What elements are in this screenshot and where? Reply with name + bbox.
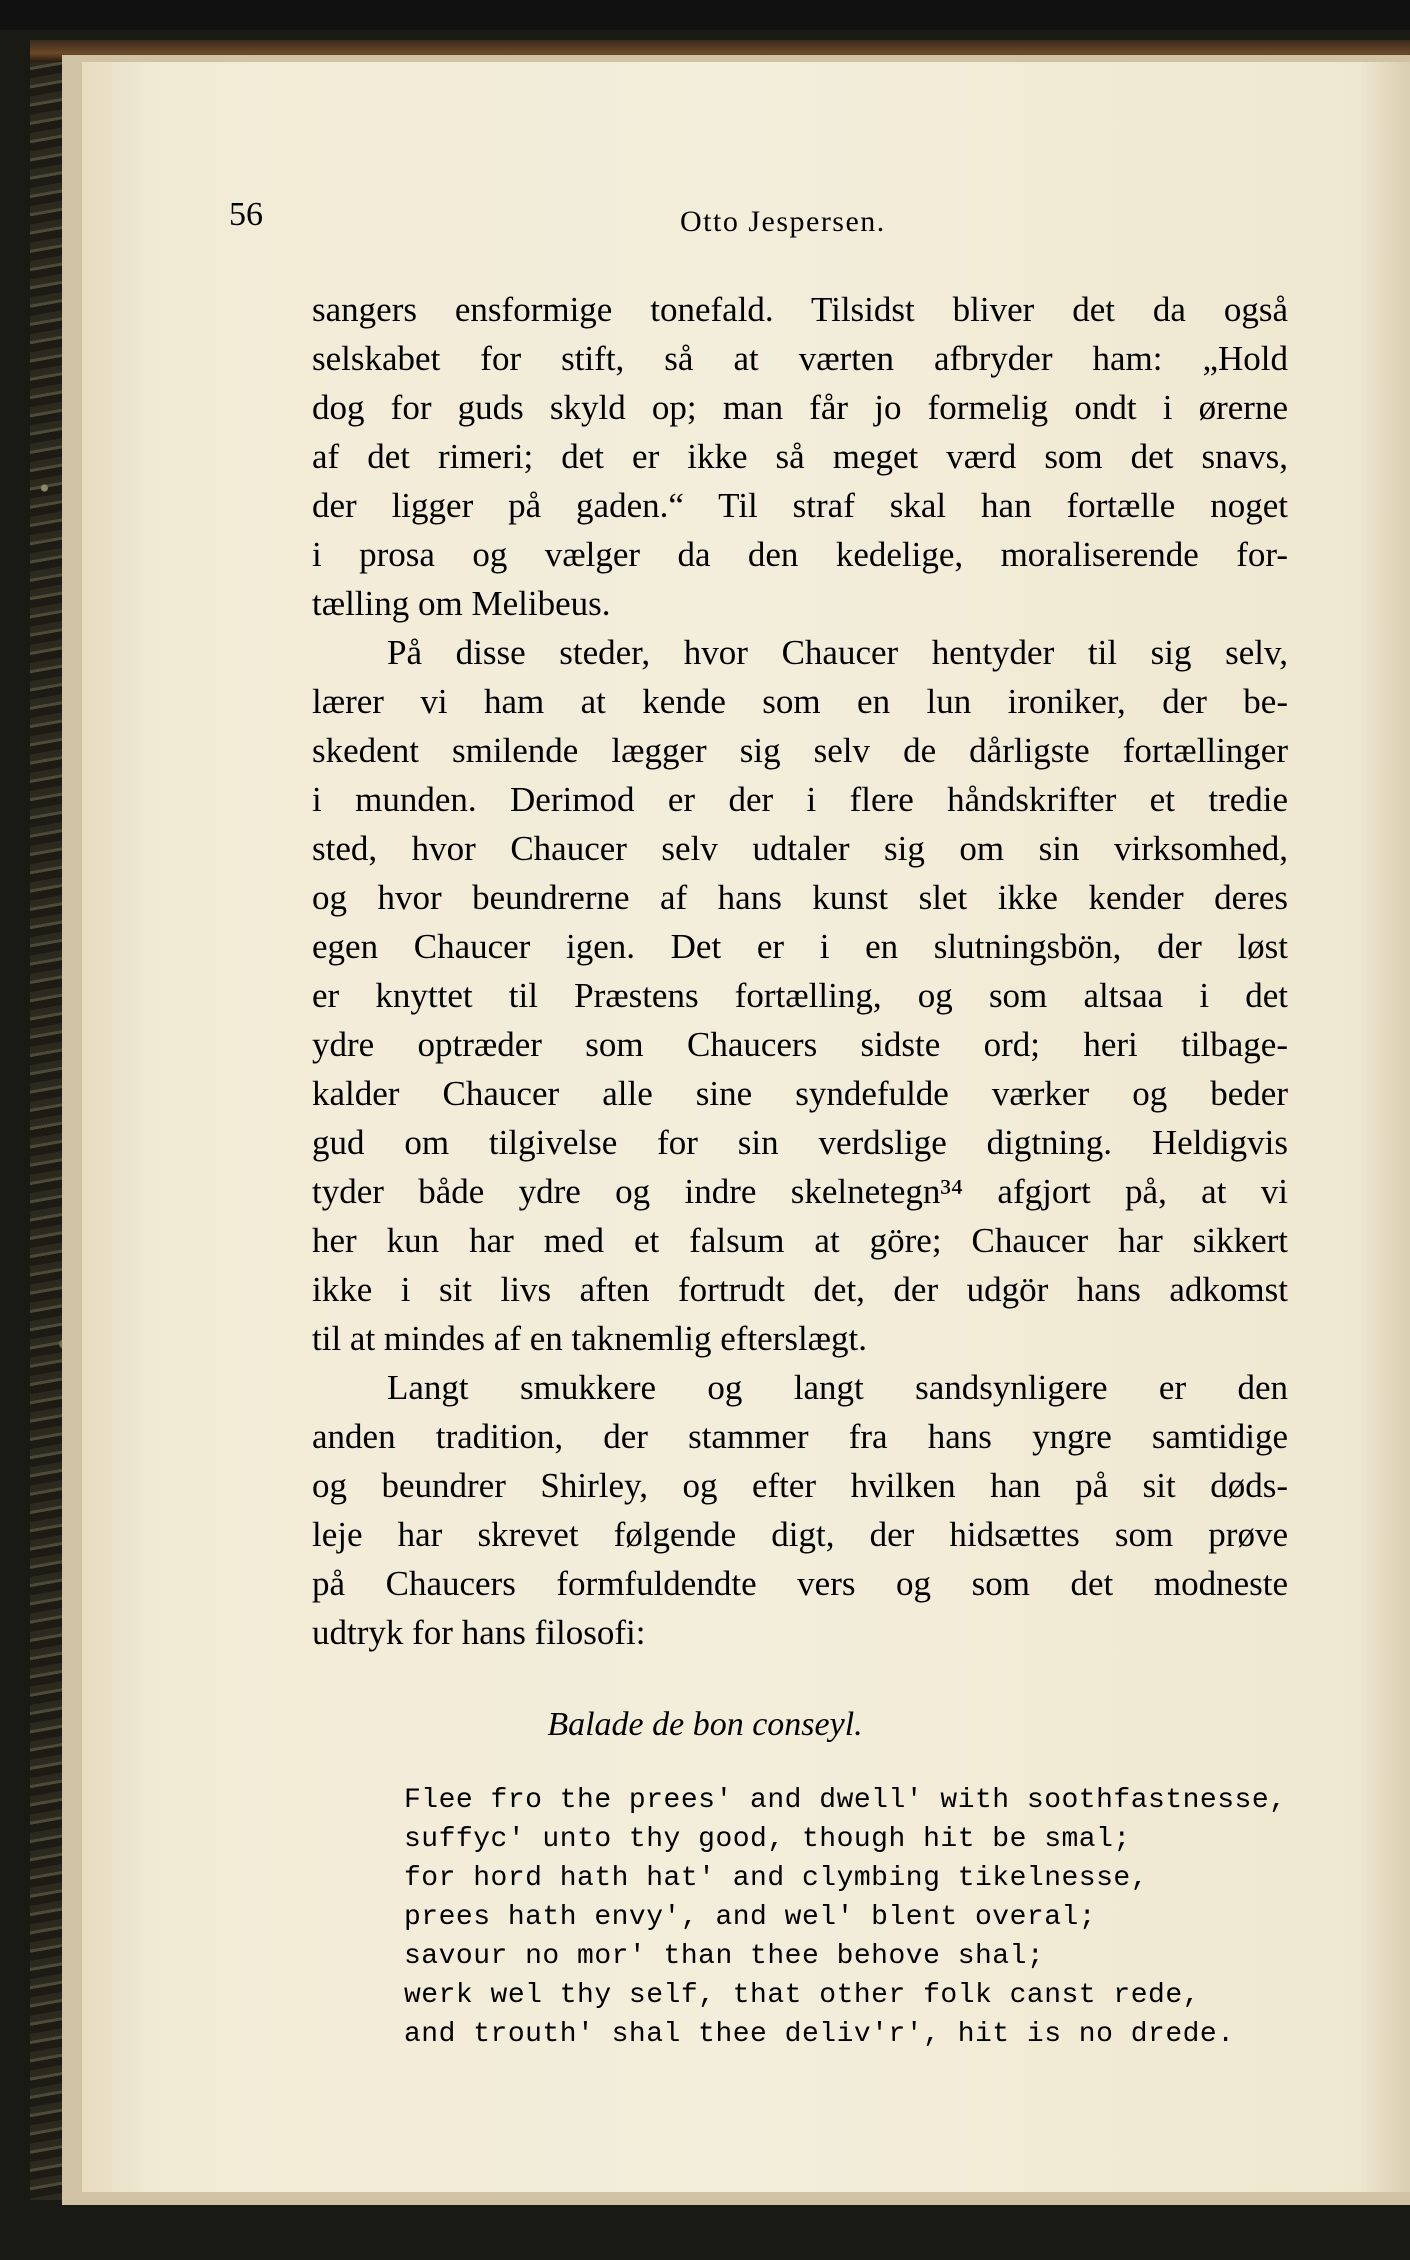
body-line: i munden. Derimod er der i flere håndskrifter et tredie	[312, 780, 1288, 819]
body-line: skedent smilende lægger sig selv de dårligste fortællinger	[312, 731, 1288, 770]
body-line: ikke i sit livs aften fortrudt det, der udgör hans adkomst	[312, 1270, 1288, 1309]
body-line: dog for guds skyld op; man får jo formelig ondt i ørerne	[312, 388, 1288, 427]
body-line: lærer vi ham at kende som en lun ironiker, der be-	[312, 682, 1288, 721]
body-line: til at mindes af en taknemlig efterslægt.	[312, 1319, 867, 1358]
body-line: og hvor beundrerne af hans kunst slet ikke kender deres	[312, 878, 1288, 917]
body-line: anden tradition, der stammer fra hans yngre samtidige	[312, 1417, 1288, 1456]
body-line: i prosa og vælger da den kedelige, moraliserende for-	[312, 535, 1288, 574]
body-line: selskabet for stift, så at værten afbryder ham: „Hold	[312, 339, 1288, 378]
body-line: ydre optræder som Chaucers sidste ord; heri tilbage-	[312, 1025, 1288, 1064]
body-line: her kun har med et falsum at göre; Chaucer har sikkert	[312, 1221, 1288, 1260]
body-line: sted, hvor Chaucer selv udtaler sig om sin virksomhed,	[312, 829, 1288, 868]
verse-line: werk wel thy self, that other folk canst rede,	[404, 1980, 1200, 2011]
body-line: tyder både ydre og indre skelnetegn³⁴ afgjort på, at vi	[312, 1172, 1288, 1211]
verse-line: for hord hath hat' and clymbing tikelnesse,	[404, 1863, 1149, 1894]
body-line: kalder Chaucer alle sine syndefulde værker og beder	[312, 1074, 1288, 1113]
body-line: leje har skrevet følgende digt, der hidsættes som prøve	[312, 1515, 1288, 1554]
ballad-title: Balade de bon conseyl.	[547, 1706, 863, 1743]
body-line: Langt smukkere og langt sandsynligere er den	[387, 1368, 1288, 1407]
body-line: egen Chaucer igen. Det er i en slutningsbön, der løst	[312, 927, 1288, 966]
verse-line: prees hath envy', and wel' blent overal;	[404, 1902, 1097, 1933]
body-line: sangers ensformige tonefald. Tilsidst bliver det da også	[312, 290, 1288, 329]
body-line: tælling om Melibeus.	[312, 584, 611, 623]
verse-line: Flee fro the prees' and dwell' with soothfastnesse,	[404, 1785, 1287, 1816]
body-line: der ligger på gaden.“ Til straf skal han fortælle noget	[312, 486, 1288, 525]
body-line: på Chaucers formfuldendte vers og som det modneste	[312, 1564, 1288, 1603]
verse-line: suffyc' unto thy good, though hit be smal;	[404, 1824, 1131, 1855]
page-number: 56	[229, 196, 263, 233]
verse-line: savour no mor' than thee behove shal;	[404, 1941, 1045, 1972]
body-line: af det rimeri; det er ikke så meget værd som det snavs,	[312, 437, 1288, 476]
body-line: gud om tilgivelse for sin verdslige digtning. Heldigvis	[312, 1123, 1288, 1162]
body-line: og beundrer Shirley, og efter hvilken han på sit døds-	[312, 1466, 1288, 1505]
running-head: Otto Jespersen.	[680, 205, 886, 238]
body-line: er knyttet til Præstens fortælling, og som altsaa i det	[312, 976, 1288, 1015]
body-line: udtryk for hans filosofi:	[312, 1613, 646, 1652]
verse-line: and trouth' shal thee deliv'r', hit is no drede.	[404, 2019, 1235, 2050]
body-line: På disse steder, hvor Chaucer hentyder til sig selv,	[387, 633, 1288, 672]
